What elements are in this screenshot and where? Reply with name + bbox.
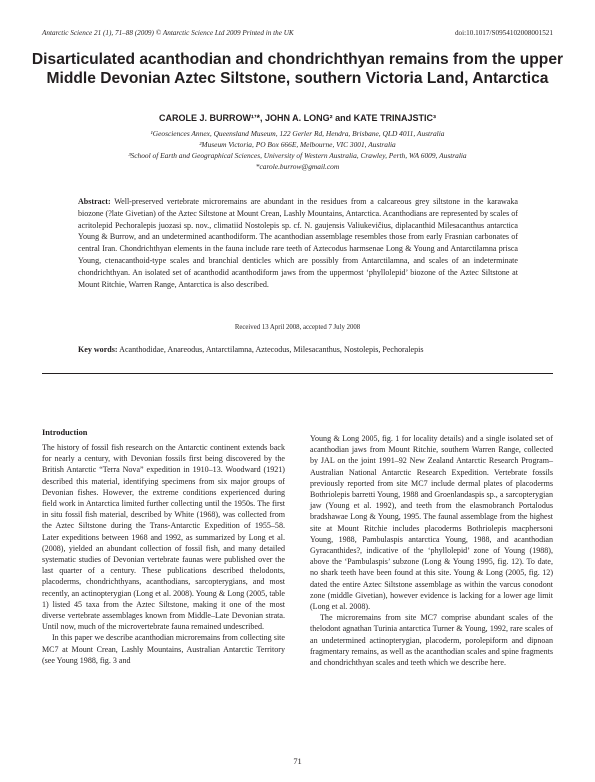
left-column [42,442,285,666]
affiliation-3: ³School of Earth and Geographical Sciences, University of Western Australia, Crawley, Perth, WA 6009, Australia [128,151,467,160]
received-dates: Received 13 April 2008, accepted 7 July 2008 [234,324,361,331]
keywords [78,345,528,354]
paragraph: In this paper we describe acanthodian microremains from collecting site MC7 at Mount Crean, Lashly Mountains, Australian Antarctic Territory (see Young 1988, fig. 3 and [42,633,285,665]
paragraph: The history of fossil fish research on the Antarctic continent extends back for nearly a century, with Devonian fossils first being discovered by the British Antarctic “Terra Nova” expedition in 1910–13. Woodward (1921) described this material, identifying specimens from six major groups of Devonian fishes. However, the extreme conditions experienced during field work in Antarctica limited further collecting until the 1950s. The first in situ fossil fish material, described by White (1968), was collected from the Aztec Siltstone during the Trans-Antarctic Expedition of 1955–58. Later expeditions between 1968 and 1992, as summarized by Long et al. (2008), yielded an abundant collection of fossil fish, and many detailed systematic studies of Devonian vertebrate faunas were published over the last quarter of a century. These publications described thelodonts, placoderms, chondrichthyans, acanthodians, sarcopterygians, and most recently, an actinopterygian (Long et al. 2008). Young & Long (2005, table 1) listed 45 taxa from the Aztec Siltstone, making it one of the most diverse vertebrate assemblages known from Middle–Late Devonian strata. Until now, much of the microvertebrate fauna remained undescribed. [42,443,285,632]
abstract-label: Abstract: [78,197,111,206]
affiliation-1: ¹Geosciences Annex, Queensland Museum, 122 Gerler Rd, Hendra, Brisbane, QLD 4011, Australia [150,129,445,138]
abstract-text: Well-preserved vertebrate microremains are abundant in the residues from a calcareous grey siltstone in the karawaka biozone (?late Givetian) of the Aztec Siltstone at Mount Crean, Lashly Mountains, Antarctica. Acanthodians are represented by scales of acritolepid Pechoralepis juozasi sp. nov., climatiid Nostolepis sp. cf. N. gaujensis Valiukevičius, diplacanthid Milesacanthus antarctica Young & Burrow, and an undetermined acanthodiform. The acanthodian assemblage resembles those from early Frasnian carbonates of central Iran. Chondrichthyan elements in the fauna include rare teeth of Aztecodus harmsenae Long & Young and Antarctilamna prisca Young, ctenacanthoid-type scales and branchial denticles which are possibly from Antarctilamna, and scales of an indeterminate chondrichthyan. An isolated set of acanthodid acanthodiform jaws from the uppermost ‘phyllolepid’ biozone of the Aztec Siltstone at Mount Ritchie, Warren Range, Antarctica is also described. [78,197,518,289]
abstract [78,196,518,290]
section-divider [42,373,553,374]
keywords-label: Key words: [78,345,118,354]
doi[interactable]: doi:10.1017/S0954102008001521 [454,29,553,37]
affiliations [40,128,555,172]
corresponding-email[interactable]: *carole.burrow@gmail.com [255,162,340,171]
paragraph: Young & Long 2005, fig. 1 for locality details) and a single isolated set of acanthodian jaws from Mount Ritchie, southern Warren Range, collected by JAL on the joint 1991–92 New Zealand Antarctic Research Program–Australian National Antarctic Research Expedition. Vertebrate fossils previously reported from site MC7 include dermal plates of placoderms Bothriolepis barretti Young, 1988 and Groenlandaspis sp., a sarcopterygian jaw (Young et al. 1992), and teeth from the elasmobranch Portalodus bradshawae Long & Young, 1995. The faunal assemblage from the highest site at Mount Ritchie includes placoderms Bothriolepis macphersoni Young, 1988, Pambulaspis antarctica Young, 1988, and acanthodian Gyracanthides?, indicative of the ‘phyllolepid’ zone of Young (1988), above the ‘Pambulaspis’ subzone (Long & Young 1995, fig. 12). To date, no shark teeth have been found at this site. Young & Long (2005, fig. 12) dated the entire Aztec Siltstone assemblage as within the varcus conodont zone (middle Givetian), however evidence is lacking for a lower age limit (Long et al. 2008). [310,434,553,612]
introduction-heading: Introduction [42,428,88,437]
affiliation-2: ²Museum Victoria, PO Box 666E, Melbourne, VIC 3001, Australia [199,140,396,149]
paragraph: The microremains from site MC7 comprise abundant scales of the thelodont agnathan Turinia antarctica Turner & Young, 1992, rare scales of an undetermined actinopterygian, placoderm, porolepiform and dipnoan fragmentary remains, as well as the acanthodian scales and spine fragments and chondrichthyan scales and teeth which we describe here. [310,613,553,668]
journal-citation: Antarctic Science 21 (1), 71–88 (2009) © Antarctic Science Ltd 2009 Printed in the UK [42,29,294,37]
right-column [310,433,553,668]
article-title: Disarticulated acanthodian and chondrichthyan remains from the upper Middle Devonian Aztec Siltstone, southern Victoria Land, Antarctica [31,51,564,87]
keywords-text: Acanthodidae, Anareodus, Antarctilamna, Aztecodus, Milesacanthus, Nostolepis, Pechoralepis [119,345,424,354]
running-head [42,29,553,41]
page-number: 71 [293,757,302,766]
authors: CAROLE J. BURROW¹ʼ*, JOHN A. LONG² and KATE TRINAJSTIC³ [158,113,436,123]
